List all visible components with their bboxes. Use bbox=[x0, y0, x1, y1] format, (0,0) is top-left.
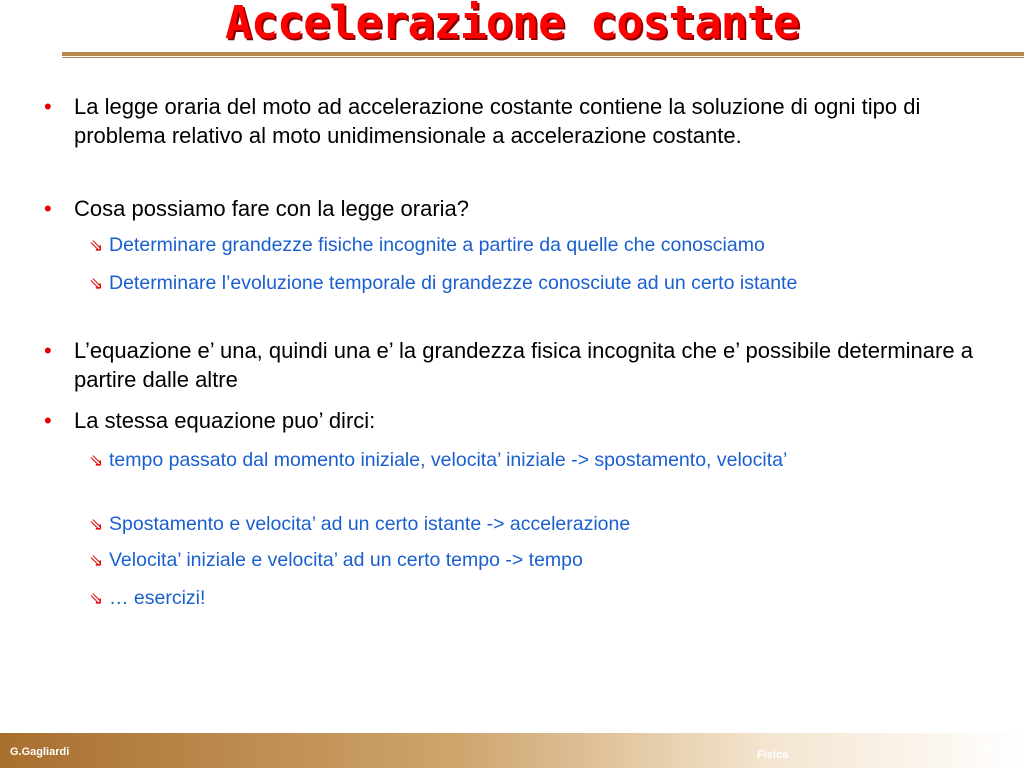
bullet-text-3: L’equazione e’ una, quindi una e’ la grandezza fisica incognita che e’ possibile determinare a partire dalle altre bbox=[74, 338, 973, 392]
page-number: 5 bbox=[985, 741, 994, 758]
bullet-marker: • bbox=[44, 94, 52, 119]
slide-footer bbox=[0, 733, 1024, 768]
sub-bullet-arrow-icon: ⇘ bbox=[89, 551, 104, 570]
bullet-text-1: La legge oraria del moto ad accelerazione costante contiene la soluzione di ogni tipo di problema relativo al moto unidimensionale a accelerazione costante. bbox=[74, 94, 921, 148]
bullet-marker: • bbox=[44, 196, 52, 221]
sub-bullet-arrow-icon: ⇘ bbox=[89, 589, 104, 608]
bullet-marker: • bbox=[44, 338, 52, 363]
sub-bullet-arrow-icon: ⇘ bbox=[89, 515, 104, 534]
sub-bullet-text: Determinare grandezze fisiche incognite a partire da quelle che conosciamo bbox=[109, 234, 765, 256]
bullet-marker: • bbox=[44, 408, 52, 433]
sub-bullet-arrow-icon: ⇘ bbox=[89, 274, 104, 293]
sub-bullet-text: … esercizi! bbox=[109, 587, 206, 609]
sub-bullet-arrow-icon: ⇘ bbox=[89, 236, 104, 255]
sub-bullet-text: Determinare l’evoluzione temporale di grandezze conosciute ad un certo istante bbox=[109, 272, 798, 294]
sub-bullet-text: Spostamento e velocita’ ad un certo istante -> accelerazione bbox=[109, 513, 631, 535]
footer-author: G.Gagliardi bbox=[10, 746, 70, 758]
sub-bullet-arrow-icon: ⇘ bbox=[89, 451, 104, 470]
sub-bullet-text: Velocita’ iniziale e velocita’ ad un certo tempo -> tempo bbox=[109, 549, 583, 571]
bullet-text-4: La stessa equazione puo’ dirci: bbox=[74, 408, 376, 433]
footer-subject: Fisica bbox=[757, 749, 789, 761]
bullet-text-2: Cosa possiamo fare con la legge oraria? bbox=[74, 196, 470, 221]
sub-bullet-text: tempo passato dal momento iniziale, velocita’ iniziale -> spostamento, velocita’ bbox=[109, 449, 788, 471]
slide-title: Accelerazione costante bbox=[224, 0, 800, 49]
